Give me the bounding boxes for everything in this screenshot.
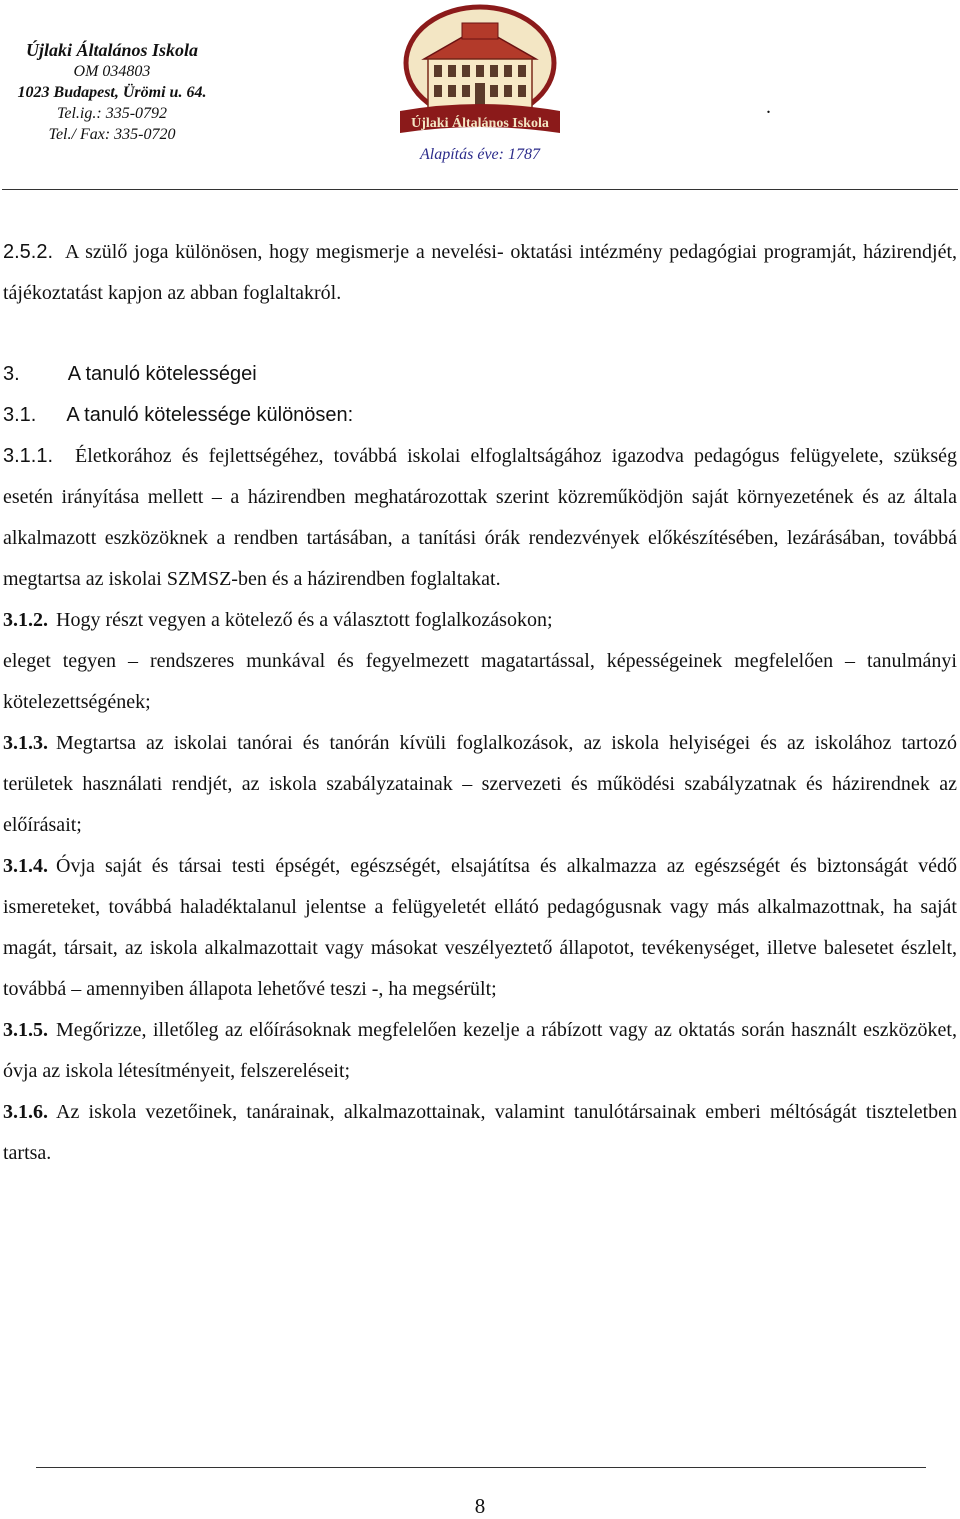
paragraph-3-1-5: [3, 1010, 957, 1092]
section-number: 3.1.4.: [3, 855, 48, 877]
section-number: 3.1.6.: [3, 1101, 48, 1123]
paragraph-3-1-3: [3, 723, 957, 846]
heading-text: A tanuló kötelességei: [67, 363, 257, 385]
paragraph-3-1-2: [3, 600, 957, 641]
paragraph-3-1-4: [3, 846, 957, 1010]
header-dot: .: [766, 96, 771, 118]
footer-divider: [36, 1467, 926, 1468]
paragraph-text: A szülő joga különösen, hogy megismerje a nevelési- oktatási intézmény pedagógiai programját, házirendjét, tájékoztatást kapjon az abban foglaltakról.: [3, 241, 957, 304]
header-divider: [2, 189, 958, 190]
paragraph-text: Megőrizze, illetőleg az előírásoknak megfelelően kezelje a rábízott vagy az oktatás során használt eszközöket, óvja az iskola létesítményeit, felszereléseit;: [3, 1019, 957, 1082]
school-logo: [388, 3, 572, 138]
paragraph-text: Hogy részt vegyen a kötelező és a választott foglalkozásokon;: [56, 609, 553, 631]
om-number: OM 034803: [73, 63, 151, 80]
paragraph-3-1-1: [3, 436, 957, 600]
school-info: [7, 40, 217, 145]
tel-ig: Tel.ig.: 335-0792: [56, 105, 168, 122]
paragraph-text: Az iskola vezetőinek, tanárainak, alkalmazottainak, valamint tanulótársainak emberi méltóságát tiszteletben tartsa.: [3, 1101, 957, 1164]
paragraph-text: eleget tegyen – rendszeres munkával és fegyelmezett magatartással, képességeinek megfelelően – tanulmányi kötelezettségének;: [3, 650, 957, 713]
school-name: Újlaki Általános Iskola: [25, 40, 199, 60]
paragraph-text: Megtartsa az iskolai tanórai és tanórán kívüli foglalkozások, az iskola helyiségei és az iskolához tartozó területek használati rendjét, az iskola szabályzatainak – szervezeti és működési szabályzatnak és házirendnek az előírásait;: [3, 732, 957, 836]
section-number: 3.1.5.: [3, 1019, 48, 1041]
section-number: 2.5.2.: [3, 241, 54, 263]
paragraph-3-1-2-continued: [3, 641, 957, 723]
spacer: [3, 314, 957, 354]
school-address: 1023 Budapest, Ürömi u. 64.: [17, 84, 207, 101]
heading-text: A tanuló kötelessége különösen:: [66, 404, 354, 426]
section-number: 3.1.2.: [3, 609, 48, 631]
section-number: 3.1.: [3, 404, 37, 426]
paragraph-text: Életkorához és fejlettségéhez, továbbá iskolai elfoglaltságához igazodva pedagógus felügyelete, szükség esetén irányítása mellett – a házirendben meghatározottak szerint közreműködjön saját környezetének és az általa alkalmazott eszközöknek a rendben tartásában, a tanítási órák rendezvények előkészítésében, lezárásában, továbbá megtartsa az iskolai SZMSZ-ben és a házirendben foglaltakat.: [3, 445, 957, 590]
paragraph-2-5-2: [3, 232, 957, 314]
section-number: 3.: [3, 363, 20, 385]
heading-3-1: [3, 395, 957, 436]
document-body: [3, 232, 957, 1174]
paragraph-text: Óvja saját és társai testi épségét, egészségét, elsajátítsa és alkalmazza az egészségét és biztonságát védő ismereteket, továbbá haladéktalanul jelentse a felügyeletét ellátó pedagógusnak vagy más alkalmazottnak, ha saját magát, társait, az iskola alkalmazottait vagy másokat veszélyeztető állapotot, tevékenységet, illetve balesetet észlelt, továbbá – amennyiben állapota lehetővé teszi -, ha megsérült;: [3, 855, 957, 1000]
logo-text: Újlaki Általános Iskola: [411, 116, 549, 131]
section-number: 3.1.1.: [3, 445, 54, 467]
tel-fax: Tel./ Fax: 335-0720: [48, 126, 176, 143]
heading-3: [3, 354, 957, 395]
paragraph-3-1-6: [3, 1092, 957, 1174]
page-number: 8: [474, 1494, 486, 1518]
section-number: 3.1.3.: [3, 732, 48, 754]
founded-year: Alapítás éve: 1787: [420, 146, 540, 163]
